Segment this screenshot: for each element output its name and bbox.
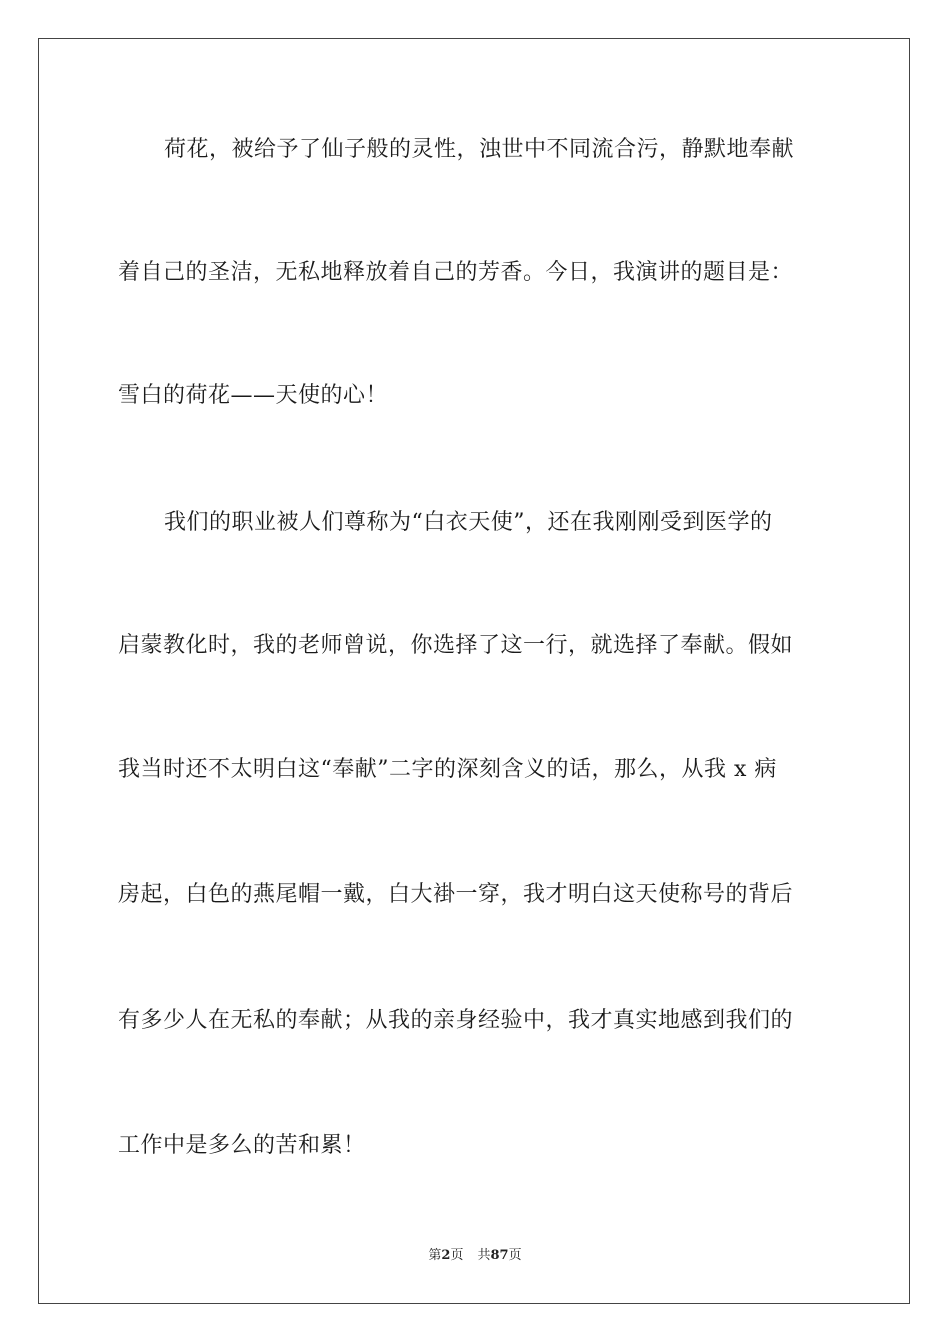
paragraph-2-line-4: 房起，白色的燕尾帽一戴，白大褂一穿，我才明白这天使称号的背后 — [118, 882, 794, 907]
total-pages: 87 — [490, 1248, 509, 1263]
total-prefix: 共 — [477, 1248, 491, 1263]
page-prefix: 第 — [428, 1248, 442, 1263]
paragraph-1-line-1: 荷花，被给予了仙子般的灵性，浊世中不同流合污，静默地奉献 — [164, 137, 795, 162]
page-suffix: 页 — [450, 1248, 464, 1263]
paragraph-2-line-2: 启蒙教化时，我的老师曾说，你选择了这一行，就选择了奉献。假如 — [118, 633, 794, 658]
paragraph-1-line-3: 雪白的荷花——天使的心！ — [118, 383, 389, 408]
paragraph-2-line-5: 有多少人在无私的奉献；从我的亲身经验中，我才真实地感到我们的 — [118, 1008, 794, 1033]
page-number: 2 — [441, 1248, 451, 1263]
page-footer — [0, 1247, 950, 1265]
paragraph-2-line-3: 我当时还不太明白这“奉献”二字的深刻含义的话，那么，从我 x 病 — [118, 757, 777, 782]
page-border — [38, 38, 910, 1304]
paragraph-1-line-2: 着自己的圣洁，无私地释放着自己的芳香。今日，我演讲的题目是： — [118, 260, 794, 285]
total-suffix: 页 — [508, 1248, 522, 1263]
paragraph-2-line-1: 我们的职业被人们尊称为“白衣天使”，还在我刚刚受到医学的 — [164, 510, 773, 535]
paragraph-2-line-6: 工作中是多么的苦和累！ — [118, 1133, 366, 1158]
